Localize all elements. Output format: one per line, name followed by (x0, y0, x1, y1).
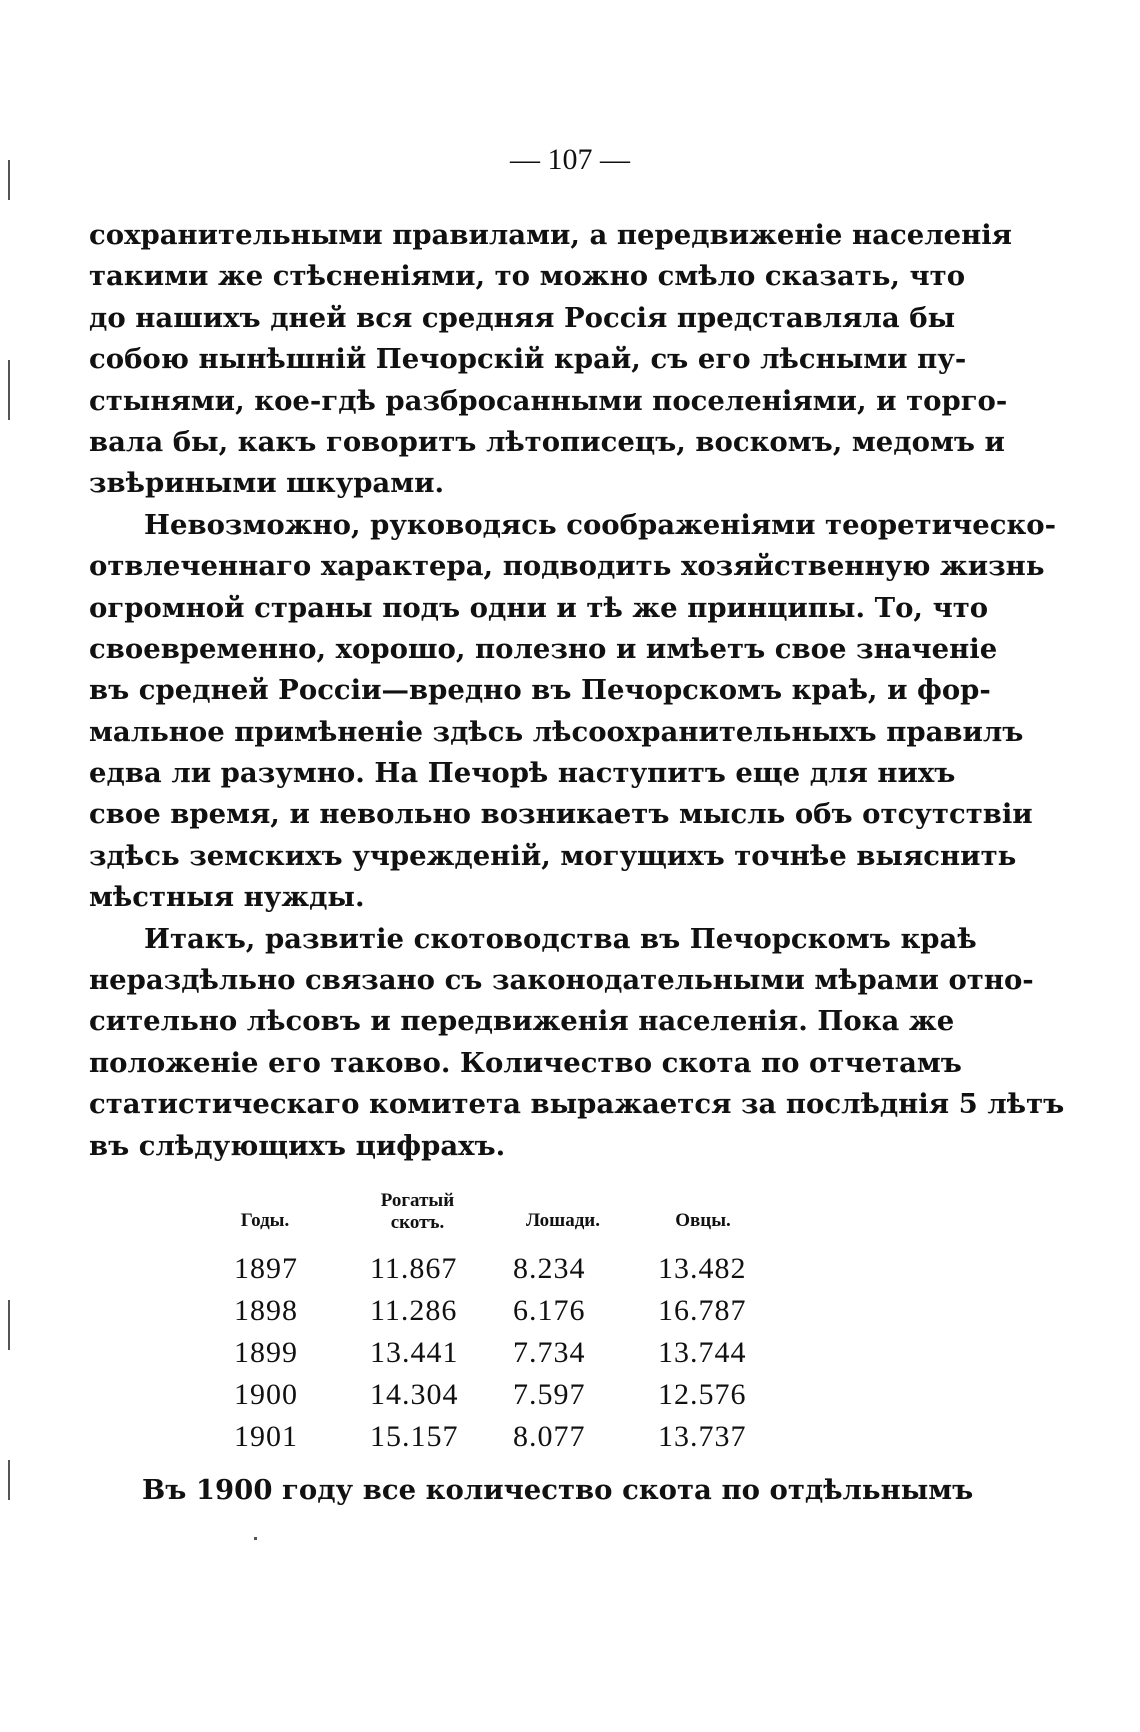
cell-sheep: 16.787 (658, 1294, 747, 1327)
text-line: сительно лѣсовъ и передвиженія населенія. Пока же (89, 1005, 955, 1038)
header-sheep: Овцы. (675, 1210, 731, 1231)
cell-year: 1900 (234, 1378, 298, 1411)
cell-sheep: 12.576 (658, 1378, 747, 1411)
table-row (230, 1336, 790, 1378)
cell-sheep: 13.737 (658, 1420, 747, 1453)
cell-sheep: 13.482 (658, 1252, 747, 1285)
scan-margin-mark (8, 160, 10, 200)
text-line: отвлеченнаго характера, подводить хозяйственную жизнь (89, 550, 1045, 583)
scan-margin-mark (8, 1460, 10, 1500)
text-line: такими же стѣсненіями, то можно смѣло сказать, что (89, 260, 966, 293)
text-line: собою нынѣшній Печорскій край, съ его лѣсными пу- (89, 343, 967, 376)
text-line: здѣсь земскихъ учрежденій, могущихъ точнѣе выяснить (89, 839, 1017, 872)
text-line: статистическаго комитета выражается за послѣднія 5 лѣтъ (89, 1088, 1065, 1121)
paragraph-2 (89, 505, 1057, 919)
header-years: Годы. (240, 1210, 290, 1231)
header-cattle: Рогатый скотъ. (380, 1190, 455, 1233)
page-number: — 107 — (510, 143, 630, 176)
table-row (230, 1294, 790, 1336)
scan-margin-mark (8, 360, 10, 420)
cell-year: 1899 (234, 1336, 298, 1369)
text-line: стынями, кое-гдѣ разбросанными поселеніями, и торго- (89, 384, 1008, 417)
paragraph-1 (89, 215, 1012, 505)
text-line: нераздѣльно связано съ законодательными мѣрами отно- (89, 964, 1034, 997)
text-line: мальное примѣненіе здѣсь лѣсоохранительныхъ правилъ (89, 715, 1024, 748)
cell-year: 1897 (234, 1252, 298, 1285)
cell-horses: 8.077 (513, 1420, 586, 1453)
text-line: Итакъ, развитіе скотоводства въ Печорскомъ краѣ (144, 922, 977, 955)
cell-cattle: 11.286 (370, 1294, 458, 1327)
text-line: въ слѣдующихъ цифрахъ. (89, 1129, 506, 1162)
text-line: своевременно, хорошо, полезно и имѣетъ свое значеніе (89, 632, 998, 665)
text-line: свое время, и невольно возникаетъ мысль объ отсутствіи (89, 798, 1033, 831)
cell-horses: 8.234 (513, 1252, 586, 1285)
text-line: сохранительными правилами, а передвиженіе населенія (89, 219, 1012, 251)
text-line: въ средней Россіи—вредно въ Печорскомъ краѣ, и фор- (89, 674, 991, 707)
text-line: Невозможно, руководясь соображеніями теоретическо- (144, 508, 1057, 541)
cell-cattle: 13.441 (370, 1336, 459, 1369)
table-row (230, 1420, 790, 1462)
cell-horses: 6.176 (513, 1294, 586, 1327)
cell-year: 1898 (234, 1294, 298, 1327)
cell-sheep: 13.744 (658, 1336, 747, 1369)
text-line: мѣстныя нужды. (89, 881, 365, 914)
text-line: до нашихъ дней вся средняя Россія представляла бы (89, 301, 956, 334)
cell-horses: 7.597 (513, 1378, 586, 1411)
body-text (89, 215, 1065, 1167)
text-line: вала бы, какъ говоритъ лѣтописецъ, воскомъ, медомъ и (89, 425, 1005, 458)
table-row (230, 1252, 790, 1294)
cell-horses: 7.734 (513, 1336, 586, 1369)
table-row (230, 1378, 790, 1420)
scan-speck (254, 1537, 257, 1540)
cell-cattle: 14.304 (370, 1378, 459, 1411)
cell-cattle: 11.867 (370, 1252, 458, 1285)
text-line: положеніе его таково. Количество скота по отчетамъ (89, 1046, 962, 1079)
header-horses: Лошади. (525, 1210, 601, 1231)
scan-margin-mark (8, 1300, 10, 1350)
continuation-line: Въ 1900 году все количество скота по отдѣльнымъ (142, 1474, 974, 1506)
text-line: огромной страны подъ одни и тѣ же принципы. То, что (89, 591, 989, 624)
table-header (230, 1190, 790, 1252)
paragraph-3 (89, 919, 1065, 1167)
text-line: едва ли разумно. На Печорѣ наступитъ еще для нихъ (89, 757, 956, 790)
livestock-table (230, 1190, 790, 1462)
text-line: звѣриными шкурами. (89, 467, 445, 500)
cell-cattle: 15.157 (370, 1420, 459, 1453)
cell-year: 1901 (234, 1420, 298, 1453)
